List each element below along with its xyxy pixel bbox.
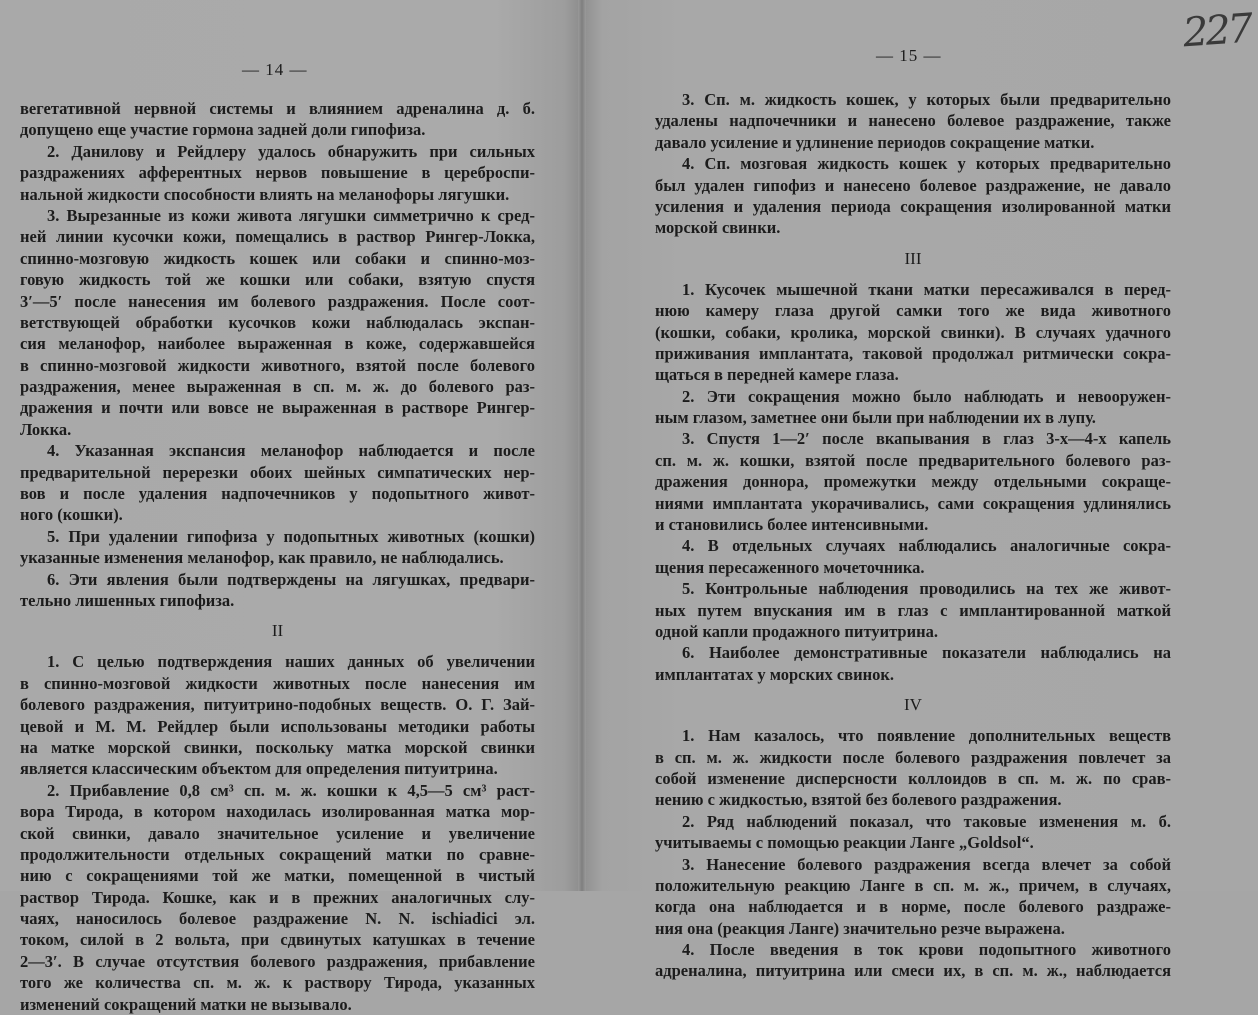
paragraph bbox=[655, 428, 1171, 535]
text-line: раздражения, менее выраженная в сп. м. ж. до болевого раз- bbox=[20, 377, 535, 397]
text-line: 4. Сп. мозговая жидкость кошек у которых предварительно bbox=[682, 154, 1171, 174]
text-line: раздражениях афферентных нервов повышение в цереброспи- bbox=[20, 163, 535, 183]
paragraph bbox=[655, 386, 1171, 429]
text-line: 3. Нанесение болевого раздражения всегда влечет за собой bbox=[682, 854, 1171, 874]
page-text bbox=[655, 89, 1171, 982]
text-line: 2—3′. В случае отсутствия болевого раздражения, прибавление bbox=[20, 951, 535, 971]
text-line: 3′—5′ после нанесения им болевого раздражения. После соот- bbox=[20, 291, 535, 311]
paragraph bbox=[20, 98, 535, 141]
text-line: в спинно-мозговой жидкости животного, взятой после болевого bbox=[20, 355, 535, 375]
text-line: указанные изменения меланофор, как правило, не наблюдались. bbox=[20, 548, 504, 568]
handwritten-page-note: 227 bbox=[1181, 5, 1252, 57]
left-page bbox=[0, 0, 582, 1014]
text-line: щения пересаженного мочеточника. bbox=[655, 557, 925, 577]
text-line: морской свинки. bbox=[655, 218, 781, 238]
text-line: 2. Ряд наблюдений показал, что таковые изменения м. б. bbox=[682, 811, 1171, 831]
paragraph bbox=[655, 153, 1171, 239]
text-line: того же количества сп. м. ж. к раствору Тирода, указанных bbox=[20, 973, 535, 993]
text-line: спинно-мозговую жидкость кошек или собаки и спинно-моз- bbox=[20, 248, 535, 268]
paragraph bbox=[655, 89, 1171, 153]
text-line: 4. После введения в ток крови подопытного животного bbox=[682, 940, 1171, 960]
text-line: раствор Тирода. Кошке, как и в прежних аналогичных слу- bbox=[20, 887, 535, 907]
text-line: нюю камеру глаза другой самки того же вида животного bbox=[655, 301, 1171, 321]
paragraph bbox=[655, 725, 1171, 811]
text-line: цевой и М. М. Рейдлер были использованы методики работы bbox=[20, 716, 535, 736]
section-heading: II bbox=[271, 621, 284, 641]
text-line: сп. м. ж. кошки, взятой после предварительного болевого раз- bbox=[655, 450, 1171, 470]
text-line: продолжительности отдельных сокращений матки по сравне- bbox=[20, 844, 535, 864]
page-number: — 15 — bbox=[876, 46, 942, 65]
paragraph bbox=[655, 642, 1171, 685]
text-line: 2. Эти сокращения можно было наблюдать и невооружен- bbox=[682, 386, 1171, 406]
text-line: болевого раздражения, питуитрино-подобных веществ. О. Г. Зай- bbox=[20, 695, 535, 715]
paragraph bbox=[655, 854, 1171, 940]
text-line: одной капли продажного питуитрина. bbox=[655, 621, 938, 641]
text-line: 4. В отдельных случаях наблюдались аналогичные сокра- bbox=[682, 536, 1171, 556]
text-line: в спинно-мозговой жидкости животных после нанесения им bbox=[20, 673, 535, 693]
paragraph bbox=[20, 780, 535, 1015]
text-line: говую жидкость той же кошки или собаки, взятую спустя bbox=[20, 270, 535, 290]
paragraph bbox=[20, 526, 535, 569]
text-line: собой изменение дисперсности коллоидов в сп. м. ж. по срав- bbox=[655, 768, 1171, 788]
text-line: 6. Эти явления были подтверждены на лягушках, предвари- bbox=[47, 569, 535, 589]
text-line: 5. Контрольные наблюдения проводились на тех же живот- bbox=[682, 579, 1171, 599]
paragraph bbox=[20, 651, 535, 779]
text-line: приживания имплантата, таковой продолжал ритмически сокра- bbox=[655, 343, 1171, 363]
text-line: имплантатах у морских свинок. bbox=[655, 664, 894, 684]
text-line: ской свинки, давало значительное усиление и увеличение bbox=[20, 823, 535, 843]
text-line: ветствующей обработки кусочков кожи наблюдалась экспан- bbox=[20, 312, 535, 332]
page-text bbox=[20, 98, 535, 1015]
book-spine bbox=[578, 0, 586, 891]
text-line: ниями имплантата укорачивались, сами сокращения удлинялись bbox=[655, 493, 1171, 513]
text-line: током, силой в 2 вольта, при сдвинутых катушках в течение bbox=[20, 930, 535, 950]
text-line: допущено еще участие гормона задней доли гипофиза. bbox=[20, 120, 426, 140]
text-line: 3. Спустя 1—2′ после вкапывания в глаз 3-х—4-х капель bbox=[682, 429, 1171, 449]
text-line: изменений сокращений матки не вызывало. bbox=[20, 994, 352, 1014]
text-line: ного (кошки). bbox=[20, 505, 123, 525]
section-heading: III bbox=[904, 248, 922, 268]
text-line: ния она (реакция Ланге) значительно резче выражена. bbox=[655, 918, 1065, 938]
text-line: 1. Нам казалось, что появление дополнительных веществ bbox=[682, 726, 1171, 746]
paragraph bbox=[655, 535, 1171, 578]
text-line: вора Тирода, в котором находилась изолированная матка мор- bbox=[20, 802, 535, 822]
text-line: и становились более интенсивными. bbox=[655, 515, 929, 535]
text-line: чаях, наносилось болевое раздражение N. N. ischiadici эл. bbox=[20, 909, 535, 929]
text-line: 1. Кусочек мышечной ткани матки пересаживался в перед- bbox=[682, 279, 1171, 299]
text-line: усиления и удаления периода сокращения изолированной матки bbox=[655, 196, 1171, 216]
text-line: является классическим объектом для определения питуитрина. bbox=[20, 759, 498, 779]
text-line: давало усиление и удлинение периодов сокращение матки. bbox=[655, 132, 1095, 152]
text-line: дражения доннора, промежутки между отдельными сокраще- bbox=[655, 472, 1171, 492]
text-line: ным глазом, заметнее они были при наблюдении их в лупу. bbox=[655, 408, 1096, 428]
paragraph bbox=[655, 279, 1171, 386]
text-line: в сп. м. ж. жидкости после болевого раздражения повлечет за bbox=[655, 747, 1171, 767]
text-line: (кошки, собаки, кролика, морской свинки). В случаях удачного bbox=[655, 322, 1171, 342]
right-page bbox=[582, 0, 1258, 981]
text-line: Локка. bbox=[20, 419, 72, 439]
text-line: нению с жидкостью, взятой без болевого раздражения. bbox=[655, 790, 1062, 810]
text-line: ных путем впускания им в глаз с имплантированной маткой bbox=[655, 600, 1171, 620]
text-line: нальной жидкости способности влиять на меланофоры лягушки. bbox=[20, 184, 510, 204]
text-line: дражения и почти или вовсе не выраженная в растворе Рингер- bbox=[20, 398, 535, 418]
text-line: 2. Прибавление 0,8 см³ сп. м. ж. кошки к 4,5—5 см³ раст- bbox=[47, 780, 535, 800]
text-line: адреналина, питуитрина или смеси их, в сп. м. ж., наблюдается bbox=[655, 961, 1171, 981]
text-line: 5. При удалении гипофиза у подопытных животных (кошки) bbox=[47, 526, 535, 546]
text-line: удалены надпочечники и нанесено болевое раздражение, также bbox=[655, 111, 1171, 131]
page-number: — 14 — bbox=[242, 60, 308, 79]
text-line: на матке морской свинки, поскольку матка морской свинки bbox=[20, 737, 535, 757]
text-line: 6. Наиболее демонстративные показатели наблюдались на bbox=[682, 643, 1171, 663]
paragraph bbox=[20, 440, 535, 526]
text-line: сия меланофор, наиболее выраженная в коже, содержавшейся bbox=[20, 334, 535, 354]
text-line: был удален гипофиз и нанесено болевое раздражение, не давало bbox=[655, 175, 1171, 195]
text-line: учитываемы с помощью реакции Ланге „Goldsol“. bbox=[655, 833, 1034, 853]
text-line: тельно лишенных гипофиза. bbox=[20, 590, 235, 610]
paragraph bbox=[655, 811, 1171, 854]
text-line: 1. С целью подтверждения наших данных об увеличении bbox=[47, 652, 535, 672]
text-line: 2. Данилову и Рейдлеру удалось обнаружить при сильных bbox=[47, 141, 535, 161]
section-heading: IV bbox=[904, 695, 922, 715]
text-line: вов и после удаления надпочечников у подопытного живот- bbox=[20, 484, 535, 504]
text-line: когда она наблюдается и в норме, после болевого раздраже- bbox=[655, 897, 1171, 917]
text-line: ней линии кусочки кожи, помещались в раствор Рингер-Локка, bbox=[20, 227, 535, 247]
text-line: нию с сокращениями той же матки, помещенной в чистый bbox=[20, 866, 535, 886]
paragraph bbox=[20, 141, 535, 205]
paragraph bbox=[655, 578, 1171, 642]
text-line: положительную реакцию Ланге в сп. м. ж., причем, в случаях, bbox=[655, 875, 1171, 895]
text-line: щаться в передней камере глаза. bbox=[655, 365, 899, 385]
text-line: 3. Сп. м. жидкость кошек, у которых были предварительно bbox=[682, 90, 1171, 109]
text-line: 4. Указанная экспансия меланофор наблюдается и после bbox=[47, 441, 535, 461]
text-line: 3. Вырезанные из кожи живота лягушки симметрично к сред- bbox=[47, 205, 535, 225]
paragraph bbox=[655, 939, 1171, 982]
paragraph bbox=[20, 205, 535, 440]
paragraph bbox=[20, 569, 535, 612]
text-line: предварительной перерезки обоих шейных симпатических нер- bbox=[20, 462, 535, 482]
text-line: вегетативной нервной системы и влиянием адреналина д. б. bbox=[20, 99, 535, 118]
